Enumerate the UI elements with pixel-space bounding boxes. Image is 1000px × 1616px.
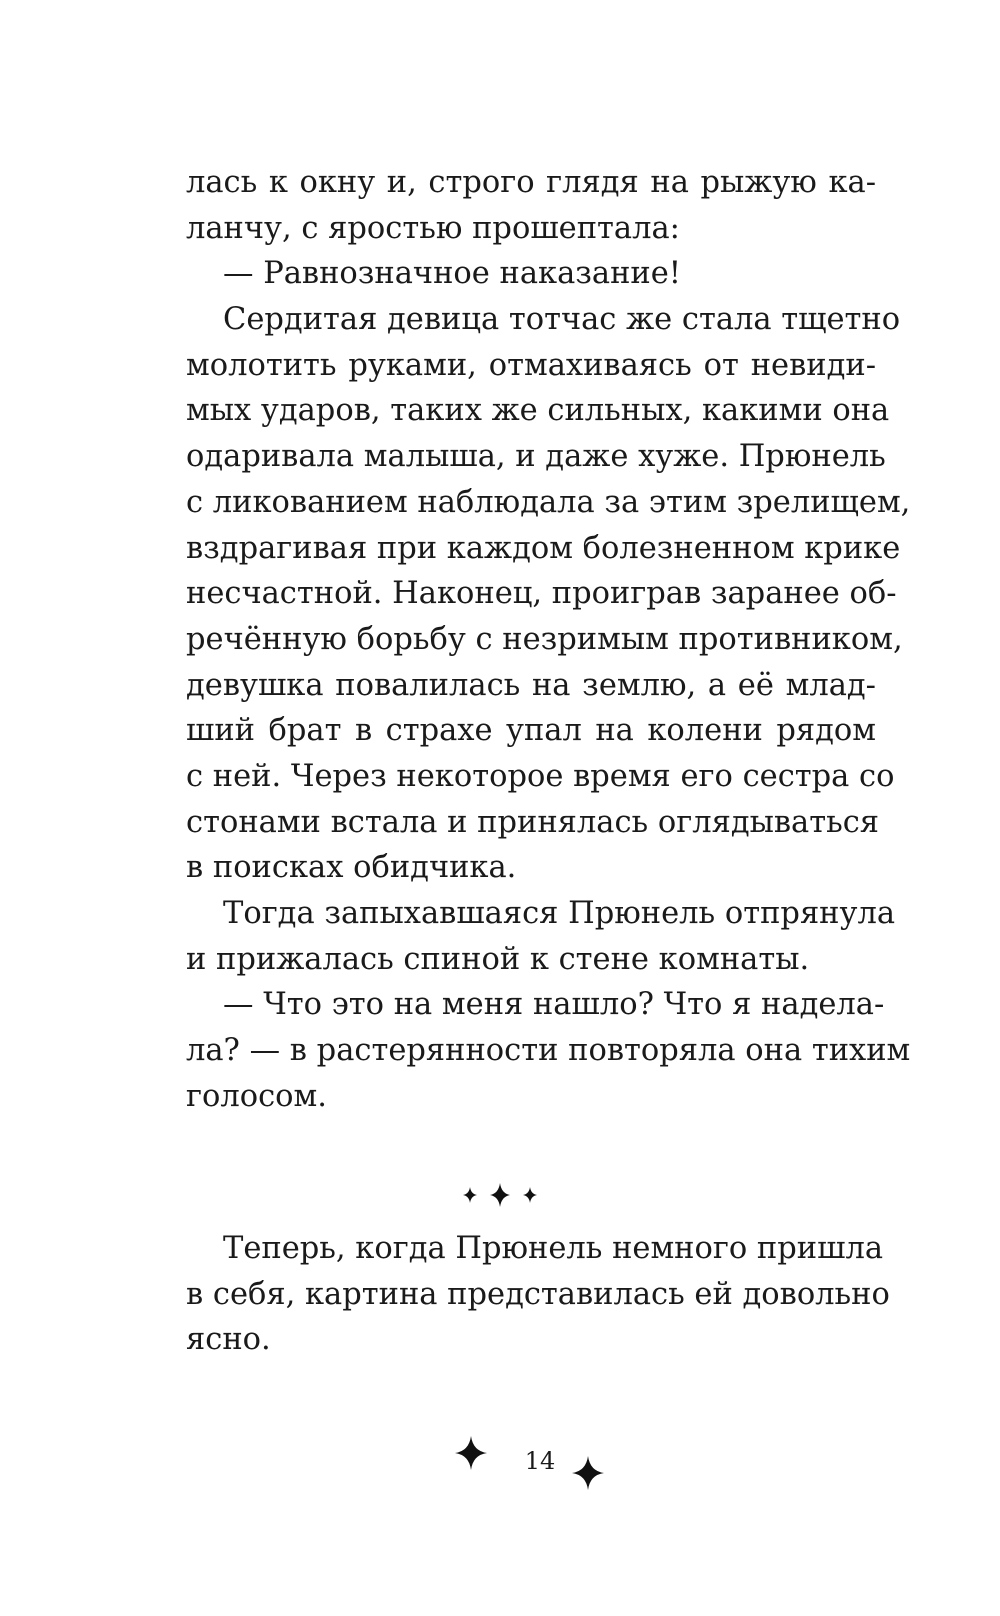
text-line: ла? — в растерянности повторяла она тихим [186, 1033, 911, 1069]
text-line: ланчу, с яростью прошептала: [186, 210, 680, 246]
body-text-after-break [186, 1226, 890, 1363]
text-line: речённую борьбу с незримым противником, [186, 621, 903, 657]
text-line: вздрагивая при каждом болезненном крике [186, 530, 901, 566]
text-line: мых ударов, таких же сильных, какими она [186, 393, 890, 429]
text-line: лась к окну и, строго глядя на рыжую ка- [186, 165, 876, 200]
text-line: молотить руками, отмахиваясь от невиди- [186, 347, 876, 383]
text-line: с ликованием наблюдала за этим зрелищем, [186, 484, 911, 520]
page-footer [0, 1435, 1000, 1495]
text-line: с ней. Через некоторое время его сестра со [186, 758, 895, 794]
page-number: 14 [524, 1447, 556, 1475]
three-stars-icon [458, 1180, 542, 1210]
text-line: ясно. [186, 1322, 271, 1358]
text-line: голосом. [186, 1078, 327, 1114]
text-line: Тогда запыхавшаяся Прюнель отпрянула [223, 896, 896, 931]
text-line: и прижалась спиной к стене комнаты. [186, 941, 810, 977]
body-text [186, 160, 911, 1119]
text-line: несчастной. Наконец, проиграв заранее об- [186, 576, 897, 612]
text-line: девушка повалилась на землю, а её млад- [186, 667, 876, 703]
text-line: в себя, картина представилась ей довольно [186, 1276, 890, 1312]
text-line: — Что это на меня нашло? Что я надела- [223, 987, 885, 1023]
text-line: стонами встала и принялась оглядываться [186, 804, 880, 840]
text-line: в поисках обидчика. [186, 850, 517, 886]
text-line: — Равнозначное наказание! [223, 256, 682, 292]
star-icon [571, 1455, 605, 1491]
text-line: Теперь, когда Прюнель немного пришла [223, 1231, 884, 1266]
star-icon [454, 1435, 488, 1471]
section-separator [0, 1180, 1000, 1210]
text-line: Сердитая девица тотчас же стала тщетно [223, 302, 901, 338]
text-line: ший брат в страхе упал на колени рядом [186, 713, 876, 749]
text-line: одаривала малыша, и даже хуже. Прюнель [186, 439, 886, 475]
